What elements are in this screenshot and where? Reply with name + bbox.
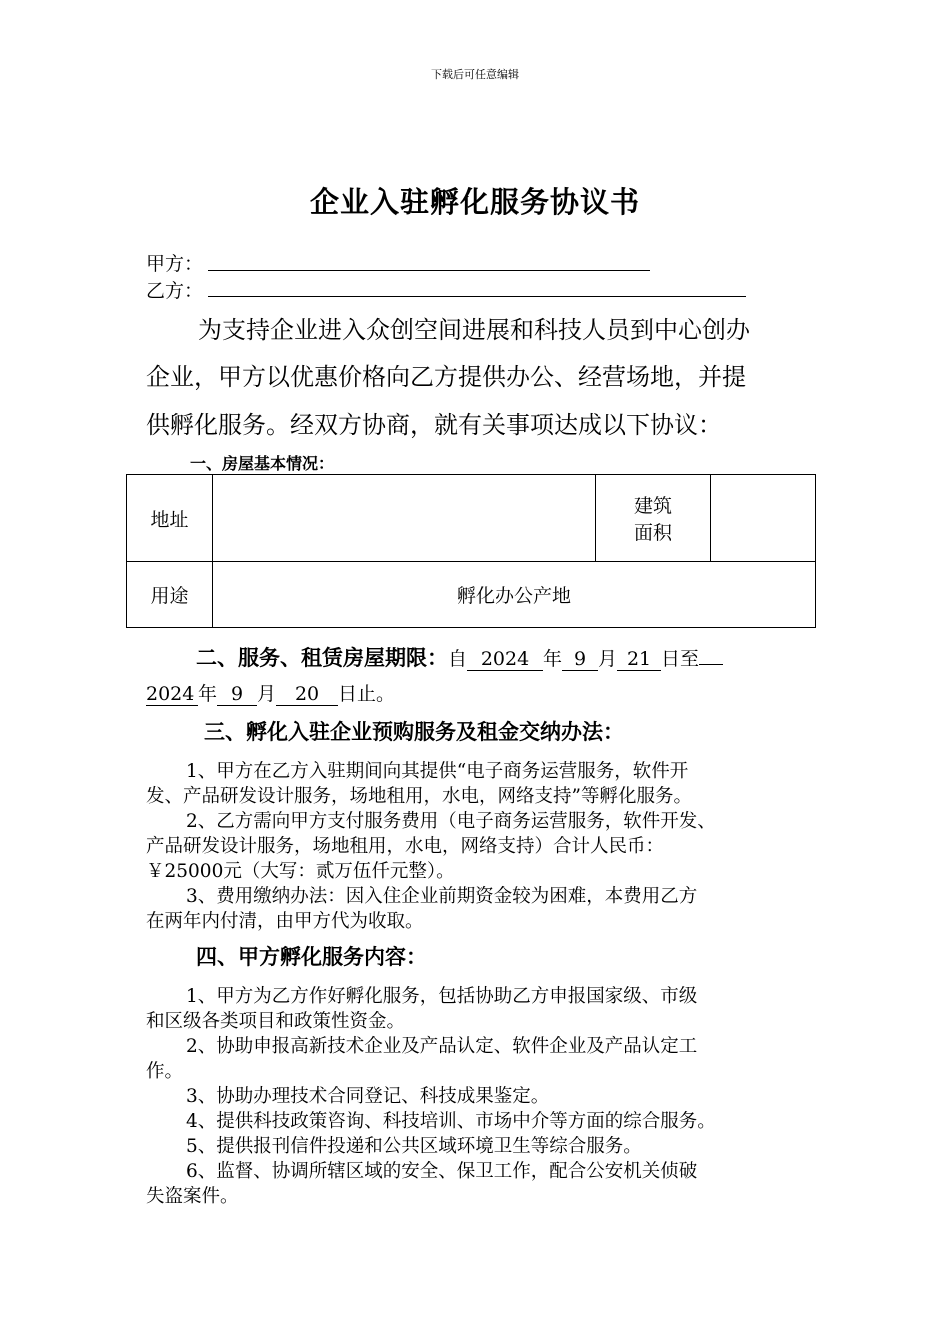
- section3-heading: 三、孵化入驻企业预购服务及租金交纳办法：: [204, 720, 624, 744]
- section4-line-1: 1、甲方为乙方作好孵化服务，包括协助乙方申报国家级、市级: [186, 986, 698, 1007]
- section4-line-4: 作。: [146, 1061, 184, 1082]
- intro-line-1: 为支持企业进入众创空间进展和科技人员到中心创办: [198, 316, 750, 344]
- area-label-line1: 建筑: [633, 495, 672, 517]
- party-a-label: 甲方：: [146, 253, 204, 275]
- month-char: 月: [598, 648, 618, 670]
- section2-heading: 二、服务、租赁房屋期限：: [196, 646, 448, 670]
- end-month-char: 月: [257, 683, 277, 705]
- party-b-blank: [208, 296, 746, 297]
- intro-line-2: 企业，甲方以优惠价格向乙方提供办公、经营场地，并提: [146, 363, 746, 391]
- section3-line-3: 2、乙方需向甲方支付服务费用（电子商务运营服务，软件开发、: [186, 811, 716, 832]
- section4-heading: 四、甲方孵化服务内容：: [196, 945, 427, 969]
- end-year-fill: [699, 664, 723, 665]
- start-year: 2024: [467, 648, 543, 671]
- address-value: [213, 475, 596, 562]
- area-value: [711, 475, 816, 562]
- usage-label: 用途: [127, 562, 213, 628]
- section2-line-2: [146, 679, 395, 706]
- from-text: 自: [448, 648, 468, 670]
- section4-line-5: 3、协助办理技术合同登记、科技成果鉴定。: [186, 1086, 550, 1107]
- start-day: 21: [617, 648, 661, 671]
- section2-line-1: [196, 642, 723, 672]
- document-title: 企业入驻孵化服务协议书: [309, 185, 640, 219]
- section3-line-5: ￥25000元（大写：贰万伍仟元整）。: [146, 861, 455, 882]
- section3-line-7: 在两年内付清，由甲方代为收取。: [146, 911, 424, 932]
- area-label: [596, 475, 711, 562]
- party-a-blank: [208, 270, 650, 271]
- section3-line-6: 3、费用缴纳办法：因入住企业前期资金较为困难，本费用乙方: [186, 886, 698, 907]
- section4-line-3: 2、协助申报高新技术企业及产品认定、软件企业及产品认定工: [186, 1036, 698, 1057]
- section4-line-9: 失盗案件。: [146, 1186, 239, 1207]
- end-text: 日止。: [338, 683, 396, 705]
- party-b-label: 乙方：: [146, 280, 204, 302]
- end-month: 9: [217, 683, 257, 706]
- section3-line-4: 产品研发设计服务，场地租用，水电，网络支持）合计人民币：: [146, 836, 665, 857]
- end-day: 20: [276, 683, 338, 706]
- house-info-table: [126, 474, 816, 628]
- end-year-char: 年: [198, 683, 218, 705]
- address-label: 地址: [127, 475, 213, 562]
- area-label-line2: 面积: [633, 522, 672, 544]
- section4-line-7: 5、提供报刊信件投递和公共区域环境卫生等综合服务。: [186, 1136, 642, 1157]
- usage-value: 孵化办公产地: [213, 562, 816, 628]
- section3-line-2: 发、产品研发设计服务，场地租用，水电，网络支持”等孵化服务。: [146, 786, 692, 807]
- section4-line-2: 和区级各类项目和政策性资金。: [146, 1011, 406, 1032]
- year-char: 年: [543, 648, 563, 670]
- section3-line-1: 1、甲方在乙方入驻期间向其提供“电子商务运营服务，软件开: [186, 761, 689, 782]
- start-month: 9: [562, 648, 598, 671]
- section1-heading: 一、房屋基本情况：: [190, 454, 335, 473]
- day-to-text: 日至: [661, 648, 700, 670]
- intro-line-3: 供孵化服务。经双方协商，就有关事项达成以下协议：: [146, 411, 722, 439]
- section4-line-6: 4、提供科技政策咨询、科技培训、市场中介等方面的综合服务。: [186, 1111, 716, 1132]
- end-year: 2024: [146, 683, 198, 706]
- header-note: 下载后可任意编辑: [431, 68, 519, 81]
- section4-line-8: 6、监督、协调所辖区域的安全、保卫工作，配合公安机关侦破: [186, 1161, 698, 1182]
